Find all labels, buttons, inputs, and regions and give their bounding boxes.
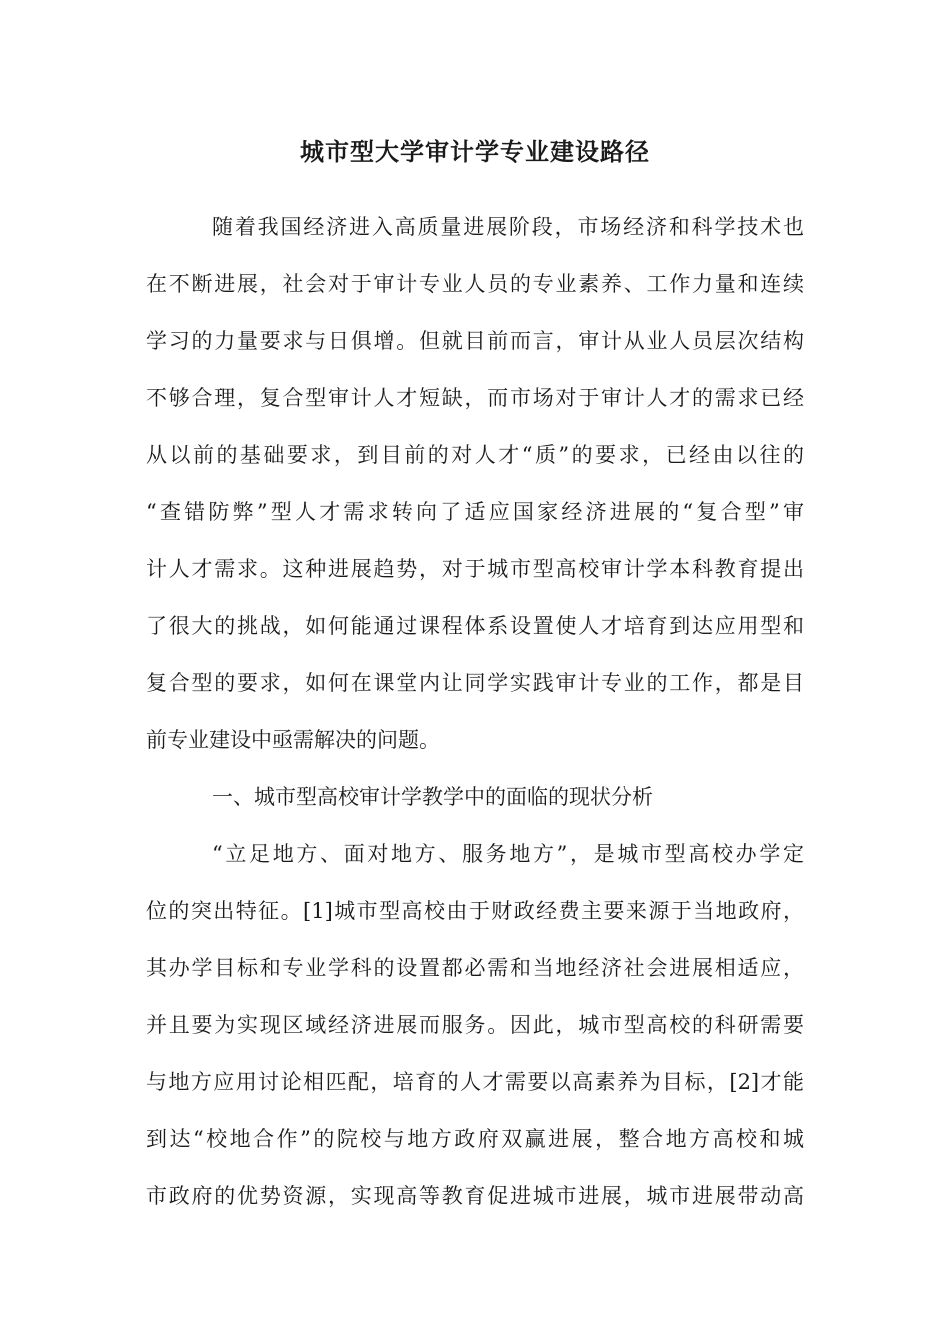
paragraph-line: “查错防弊”型人才需求转向了适应国家经济进展的“复合型”审 xyxy=(146,500,804,524)
paragraph-line: 了很大的挑战，如何能通过课程体系设置使人才培育到达应用型和 xyxy=(146,614,804,638)
paragraph-line: “立足地方、面对地方、服务地方”，是城市型高校办学定 xyxy=(212,842,804,866)
paragraph-line: 前专业建设中亟需解决的问题。 xyxy=(146,728,440,752)
paragraph-line: 计人才需求。这种进展趋势，对于城市型高校审计学本科教育提出 xyxy=(146,557,804,581)
paragraph-line: 复合型的要求，如何在课堂内让同学实践审计专业的工作，都是目 xyxy=(146,671,804,695)
paragraph-line: 市政府的优势资源，实现高等教育促进城市进展，城市进展带动高 xyxy=(146,1184,804,1208)
paragraph-line: 到达“校地合作”的院校与地方政府双赢进展，整合地方高校和城 xyxy=(146,1127,804,1151)
section-heading: 一、城市型高校审计学教学中的面临的现状分析 xyxy=(212,785,653,809)
paragraph-line: 不够合理，复合型审计人才短缺，而市场对于审计人才的需求已经 xyxy=(146,386,804,410)
paragraph-line: 并且要为实现区域经济进展而服务。因此，城市型高校的科研需要 xyxy=(146,1013,804,1037)
paragraph-line: 在不断进展，社会对于审计专业人员的专业素养、工作力量和连续 xyxy=(146,272,804,296)
paragraph-line: 随着我国经济进入高质量进展阶段，市场经济和科学技术也 xyxy=(212,215,804,239)
paragraph-line: 其办学目标和专业学科的设置都必需和当地经济社会进展相适应， xyxy=(146,956,804,980)
paragraph-line: 学习的力量要求与日俱增。但就目前而言，审计从业人员层次结构 xyxy=(146,329,804,353)
paragraph-line: 与地方应用讨论相匹配，培育的人才需要以高素养为目标，[2]才能 xyxy=(146,1070,804,1094)
document-title: 城市型大学审计学专业建设路径 xyxy=(300,137,650,166)
paragraph-line: 位的突出特征。[1]城市型高校由于财政经费主要来源于当地政府， xyxy=(146,899,804,923)
paragraph-line: 从以前的基础要求，到目前的对人才“质”的要求，已经由以往的 xyxy=(146,443,804,467)
